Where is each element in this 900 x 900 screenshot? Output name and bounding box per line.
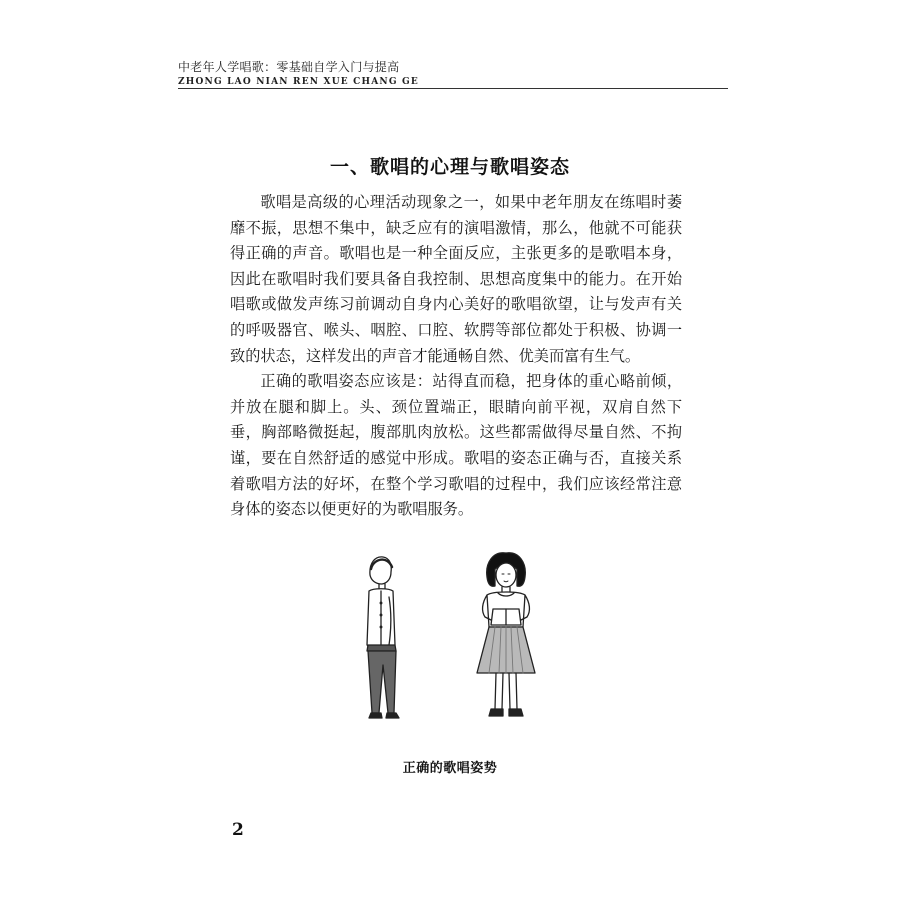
page-number: 2 — [232, 820, 244, 840]
figure-caption: 正确的歌唱姿势 — [402, 761, 498, 776]
paragraph-1: 歌唱是高级的心理活动现象之一，如果中老年朋友在练唱时萎靡不振，思想不集中，缺乏应有的演唱激情，那么，他就不可能获得正确的声音。歌唱也是一种全面反应，主张更多的是歌唱本身，因此在歌唱时我们要具备自我控制、思想高度集中的能力。在开始唱歌或做发声练习前调动自身内心美好的歌唱欲望，让与发声有关的呼吸器官、喉头、咽腔、口腔、软腭等部位都处于积极、协调一致的状态，这样发出的声音才能通畅自然、优美而富有生气。 — [230, 193, 682, 365]
body-text — [230, 190, 682, 523]
male-figure-illustration — [367, 557, 399, 718]
book-title-chinese: 中老年人学唱歌：零基础自学入门与提高 — [178, 60, 400, 74]
singing-posture-illustration — [355, 545, 555, 725]
section-title: 一、歌唱的心理与歌唱姿态 — [329, 156, 570, 178]
book-title-pinyin: ZHONG LAO NIAN REN XUE CHANG GE — [178, 77, 419, 87]
paragraph-2: 正确的歌唱姿态应该是：站得直而稳，把身体的重心略前倾，并放在腿和脚上。头、颈位置端正，眼睛向前平视，双肩自然下垂，胸部略微挺起，腹部肌肉放松。这些都需做得尽量自然、不拘谨，要在自然舒适的感觉中形成。歌唱的姿态正确与否，直接关系着歌唱方法的好坏，在整个学习歌唱的过程中，我们应该经常注意身体的姿态以便更好的为歌唱服务。 — [230, 372, 682, 519]
header-rule — [178, 88, 728, 89]
female-figure-illustration — [477, 553, 535, 716]
running-header — [178, 58, 698, 87]
